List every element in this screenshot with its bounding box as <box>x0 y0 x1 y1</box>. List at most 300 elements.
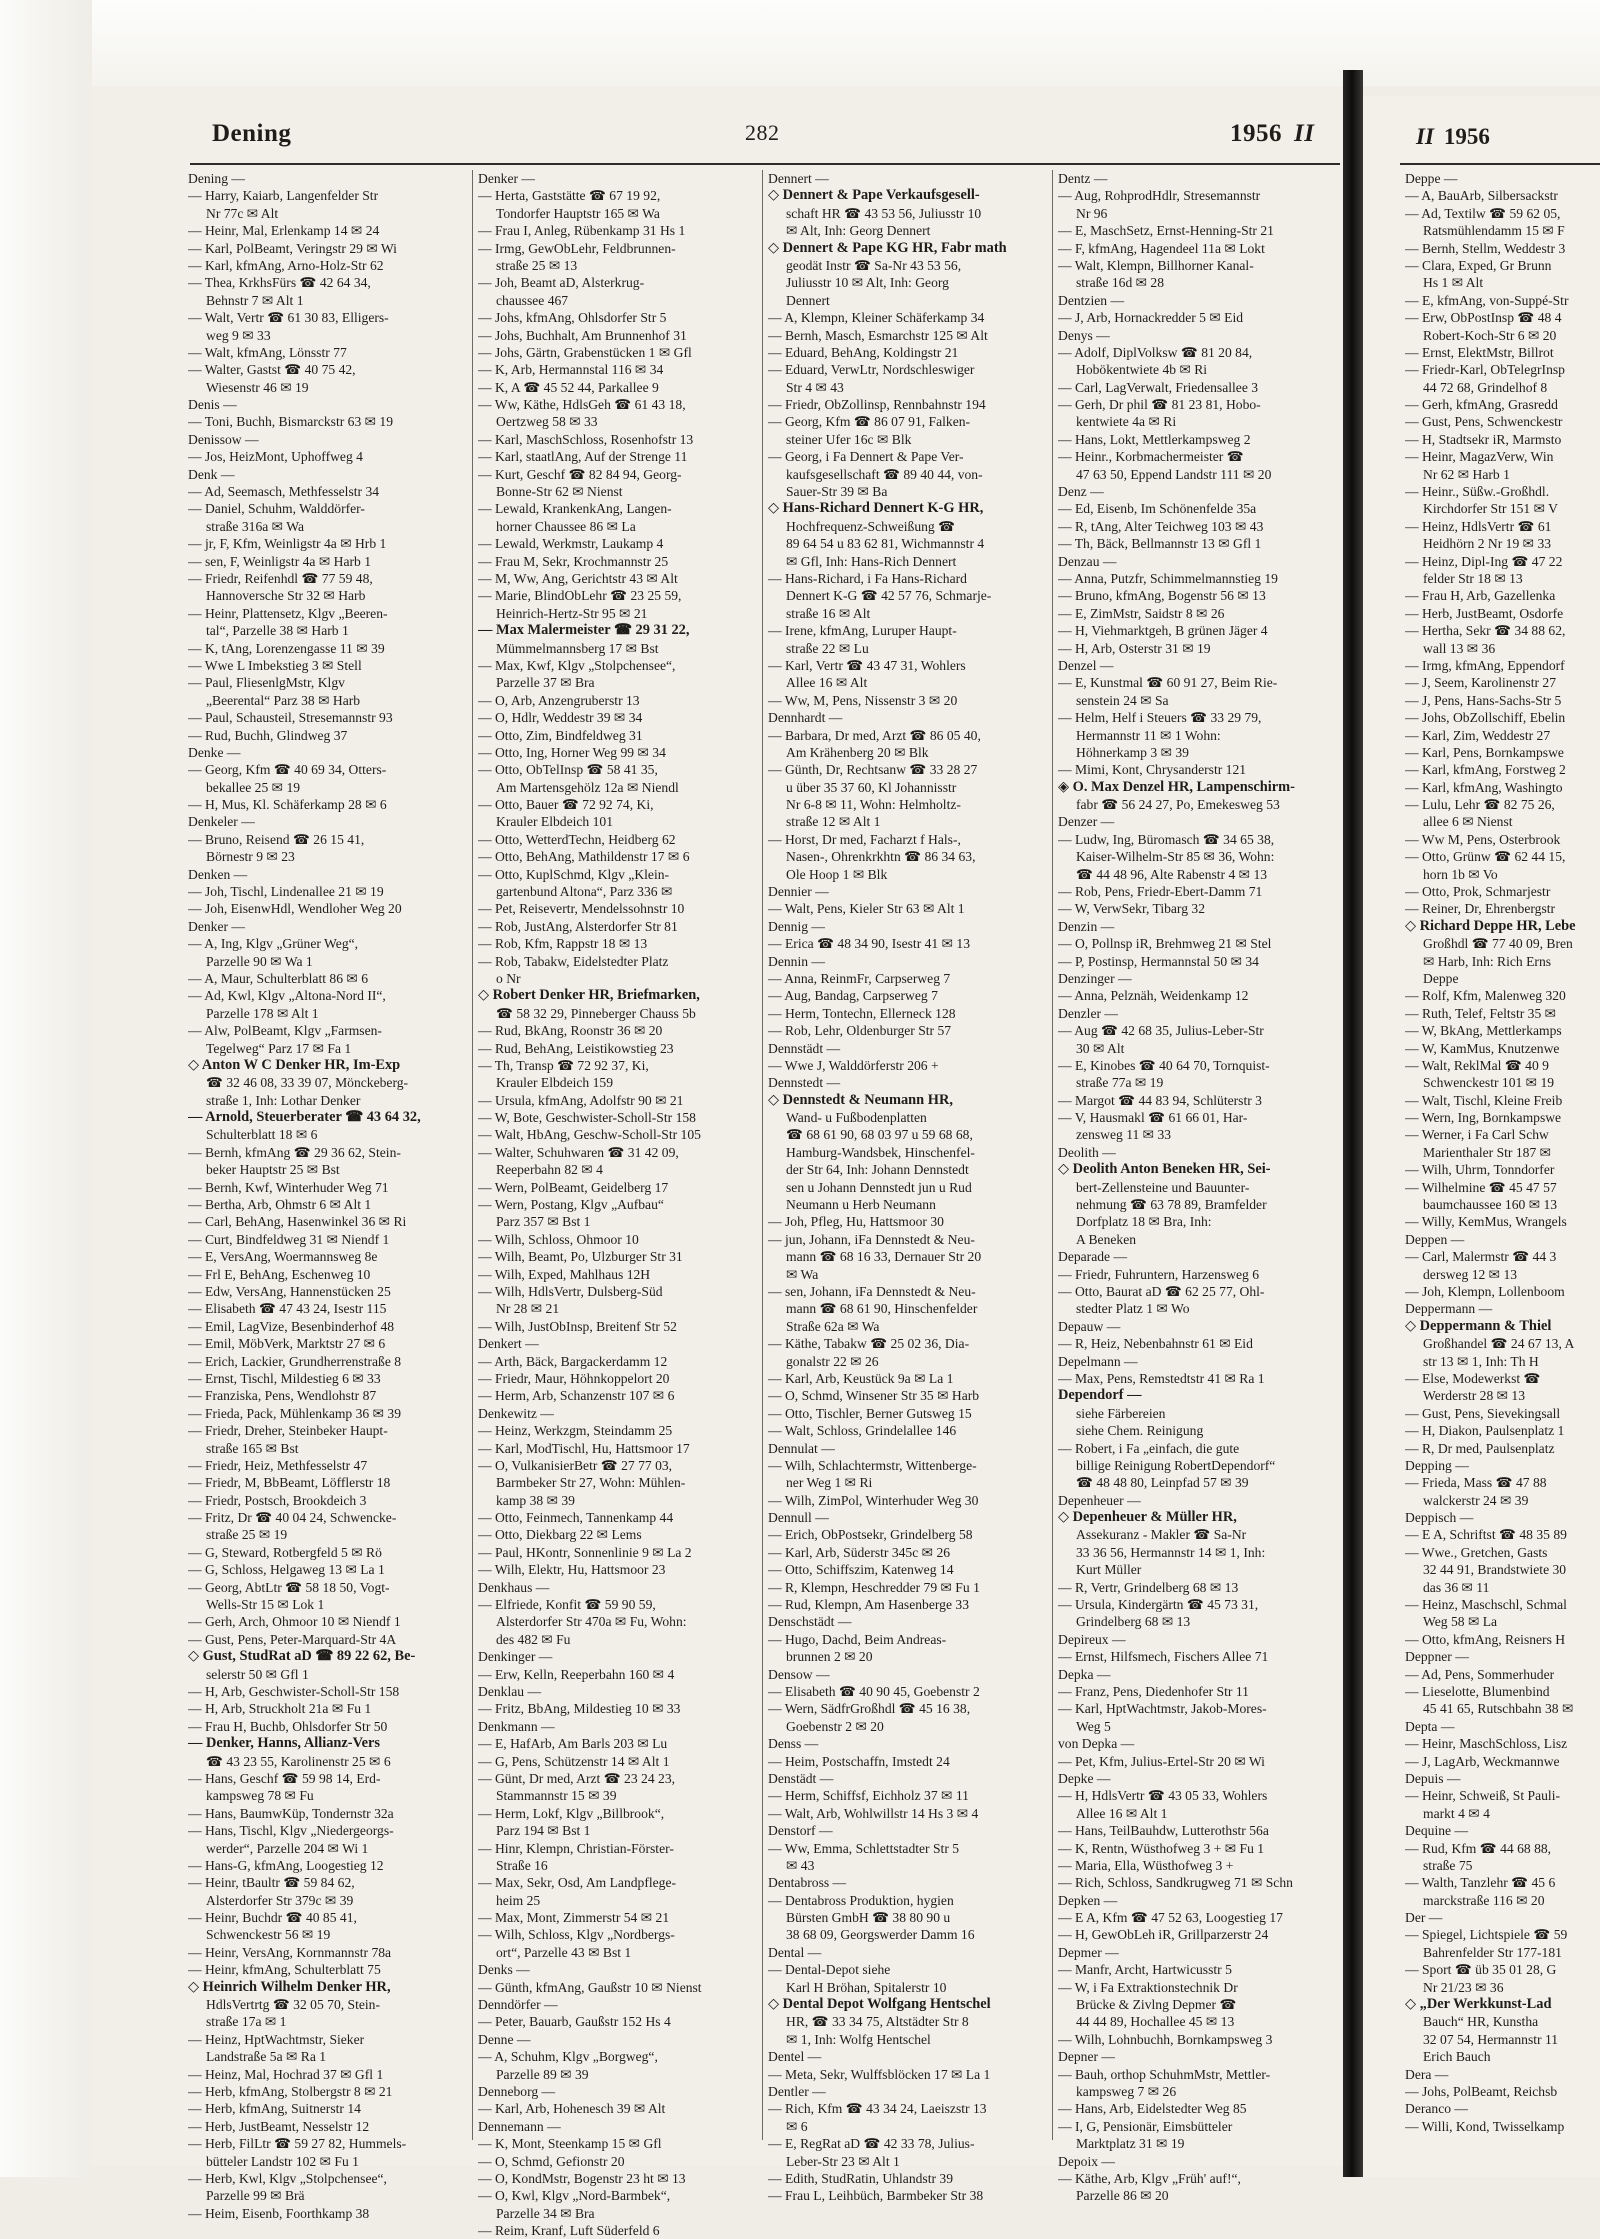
directory-line: mann ☎ 68 61 90, Hinschenfelder <box>786 1301 978 1317</box>
directory-line: — A, Ing, Klgv „Grüner Weg“, <box>188 936 359 952</box>
directory-line: — Ed, Eisenb, Im Schönenfelde 35a <box>1058 501 1257 517</box>
directory-line: — O, VulkanisierBetr ☎ 27 77 03, <box>478 1457 673 1473</box>
directory-line: — Rud, Buchh, Glindweg 37 <box>188 727 348 743</box>
directory-line: HR, ☎ 33 34 75, Altstädter Str 8 <box>786 2014 969 2030</box>
directory-line: Deppermann — <box>1405 1301 1493 1317</box>
directory-line: ◇ Depenheuer & Müller HR, <box>1058 1509 1237 1526</box>
directory-line: selerstr 50 ✉ Gfl 1 <box>206 1666 309 1682</box>
directory-line: — Frau H, Buchb, Ohlsdorfer Str 50 <box>188 1718 388 1734</box>
directory-line: Nr 96 <box>1076 205 1108 221</box>
directory-line: ✉ Alt, Inh: Georg Dennert <box>786 223 931 239</box>
directory-line: ◇ Hans-Richard Dennert K-G HR, <box>768 500 984 517</box>
directory-line: ◇ Richard Deppe HR, Lebe <box>1405 917 1576 934</box>
directory-line: — Walt, ReklMal ☎ 40 9 <box>1405 1057 1549 1073</box>
directory-line: — Wilh, Schlachtermstr, Wittenberge- <box>768 1457 977 1473</box>
directory-line: — Walt, Schloss, Grindelallee 146 <box>768 1423 957 1439</box>
directory-line: — Max, Mont, Zimmerstr 54 ✉ 21 <box>478 1910 670 1926</box>
directory-line: Nr 21/23 ✉ 36 <box>1423 1979 1504 1995</box>
directory-line: Deppe — <box>1405 171 1458 186</box>
directory-line: horner Chaussee 86 ✉ La <box>496 518 636 534</box>
directory-line: Deppisch — <box>1405 1510 1474 1526</box>
directory-line: — Adolf, DiplVolksw ☎ 81 20 84, <box>1058 344 1253 360</box>
directory-line: — Johs, Buchhalt, Am Brunnenhof 31 <box>478 327 687 343</box>
directory-line: straße 25 ✉ 13 <box>496 257 578 273</box>
directory-line: geodät Instr ☎ Sa-Nr 43 53 56, <box>786 257 962 273</box>
directory-line: — Hertha, Sekr ☎ 34 88 62, <box>1405 623 1566 639</box>
directory-line: — Erich, Lackier, Grundherrenstraße 8 <box>188 1353 402 1369</box>
directory-line: — F, kfmAng, Hagendeel 11a ✉ Lokt <box>1058 240 1265 256</box>
directory-line: HdlsVertrtg ☎ 32 05 70, Stein- <box>206 1997 381 2013</box>
directory-line: ✉ 1, Inh: Wolfg Hentschel <box>786 2031 931 2047</box>
directory-line: — W, i Fa Extraktionstechnik Dr <box>1058 1979 1238 1995</box>
directory-line: Karl H Bröhan, Spitalerstr 10 <box>786 1979 947 1995</box>
directory-line: Denissow — <box>188 431 259 447</box>
directory-line: Depoix — <box>1058 2153 1116 2169</box>
directory-line: Dennig — <box>768 918 826 934</box>
directory-line: Depka — <box>1058 1666 1111 1682</box>
directory-line: Dorfplatz 18 ✉ Bra, Inh: <box>1076 1214 1212 1230</box>
directory-line: Wand- u Fußbodenplatten <box>786 1110 927 1126</box>
directory-line: — O, Schmd, Gefionstr 20 <box>478 2153 625 2169</box>
directory-line: Weg 58 ✉ La <box>1423 1614 1498 1630</box>
directory-line: straße 17a ✉ 1 <box>206 2014 287 2030</box>
directory-line: — Wilh, ZimPol, Winterhuder Weg 30 <box>768 1492 979 1508</box>
directory-line: — Carl, BehAng, Hasenwinkel 36 ✉ Ri <box>188 1214 407 1230</box>
column-divider <box>1052 170 1053 2140</box>
directory-line: — K, Rentn, Wüsthofweg 3 + ✉ Fu 1 <box>1058 1840 1265 1856</box>
directory-line: — Wern, PolBeamt, Geidelberg 17 <box>478 1179 669 1195</box>
directory-line: — Mimi, Kont, Chrysanderstr 121 <box>1058 762 1247 778</box>
directory-line: tal“, Parzelle 38 ✉ Harb 1 <box>206 623 349 639</box>
directory-line: Deparade — <box>1058 1249 1128 1265</box>
directory-line: Dental — <box>768 1944 822 1960</box>
directory-line: Krauler Elbdeich 159 <box>496 1075 614 1091</box>
directory-line: Nr 6-8 ✉ 11, Wohn: Helmholtz- <box>786 797 961 813</box>
directory-line: Stammannstr 15 ✉ 39 <box>496 1788 617 1804</box>
directory-line: Denke — <box>188 744 241 760</box>
directory-line: — Edw, VersAng, Hannenstücken 25 <box>188 1284 391 1299</box>
directory-line: — Karl, kfmAng, Forstweg 2 <box>1405 762 1566 778</box>
directory-line: Barmbeker Str 27, Wohn: Mühlen- <box>496 1475 686 1491</box>
directory-line: — P, Postinsp, Hermannstal 50 ✉ 34 <box>1058 953 1259 969</box>
directory-line: — Karl, HptWachtmstr, Jakob-Mores- <box>1058 1701 1267 1717</box>
directory-line: — Otto, WetterdTechn, Heidberg 62 <box>478 831 676 847</box>
directory-line: — Jos, HeizMont, Uphoffweg 4 <box>188 449 363 465</box>
directory-line: — Bruno, Reisend ☎ 26 15 41, <box>188 831 365 847</box>
directory-line: — Lewald, Werkmstr, Laukamp 4 <box>478 536 664 552</box>
directory-line: Denys — <box>1058 327 1110 343</box>
directory-line: — Wwe L Imbekstieg 3 ✉ Stell <box>188 657 362 673</box>
directory-line: — Rud, BkAng, Roonstr 36 ✉ 20 <box>478 1023 663 1039</box>
directory-line: — Käthe, Arb, Klgv „Früh' auf!“, <box>1058 2170 1241 2186</box>
directory-line: — Hans, Geschf ☎ 59 98 14, Erd- <box>188 1770 381 1786</box>
directory-line: Dennulat — <box>768 1440 835 1456</box>
directory-line: — Emil, MöbVerk, Marktstr 27 ✉ 6 <box>188 1336 386 1352</box>
directory-line: — Otto, Schiffszim, Katenweg 14 <box>768 1562 954 1578</box>
directory-line: Oertzweg 58 ✉ 33 <box>496 414 598 430</box>
directory-line: — Rob, Pens, Friedr-Ebert-Damm 71 <box>1058 884 1263 900</box>
directory-line: — J, LagArb, Weckmannwe <box>1405 1753 1560 1769</box>
directory-line: — Ernst, ElektMstr, Billrot <box>1405 344 1554 360</box>
column-divider <box>762 170 763 2140</box>
directory-line: Parzelle 89 ✉ 39 <box>496 2066 589 2082</box>
directory-line: — Heinr., Süßw.-Großhdl. <box>1405 484 1550 500</box>
directory-line: — Ruth, Telef, Feltstr 35 ✉ <box>1405 1005 1557 1021</box>
directory-line: — Heinz, HptWachtmstr, Sieker <box>188 2031 365 2047</box>
directory-line: — Herb, Kwl, Klgv „Stolpchensee“, <box>188 2170 387 2186</box>
directory-line: 44 72 68, Grindelhof 8 <box>1423 379 1548 395</box>
directory-line: — Anna, ReinmFr, Carpserweg 7 <box>768 970 951 986</box>
directory-line: — Joh, Tischl, Lindenallee 21 ✉ 19 <box>188 884 384 900</box>
directory-line: Denkert — <box>478 1336 539 1352</box>
directory-line: Parz 357 ✉ Bst 1 <box>496 1214 591 1230</box>
directory-line: bert-Zellensteine und Bauunter- <box>1076 1179 1250 1195</box>
directory-line: Parzelle 178 ✉ Alt 1 <box>206 1005 319 1021</box>
directory-line: Werderstr 28 ✉ 13 <box>1423 1388 1526 1404</box>
directory-line: Denss — <box>768 1736 819 1752</box>
directory-line: — H, Mus, Kl. Schäferkamp 28 ✉ 6 <box>188 797 387 813</box>
directory-line: ✉ Wa <box>786 1266 819 1282</box>
directory-column-4 <box>1058 170 1320 2205</box>
directory-line: Denken — <box>188 866 248 882</box>
directory-line: — Joh, Beamt aD, Alsterkrug- <box>478 275 645 291</box>
directory-line: 47 63 50, Eppend Landstr 111 ✉ 20 <box>1076 466 1272 482</box>
directory-line: — Herb, kfmAng, Suitnerstr 14 <box>188 2101 361 2117</box>
directory-line: steiner Ufer 16c ✉ Blk <box>786 431 912 447</box>
directory-line: Schwenckestr 56 ✉ 19 <box>206 1927 331 1943</box>
directory-line: — Bauh, orthop SchuhmMstr, Mettler- <box>1058 2066 1271 2082</box>
directory-line: Dentel — <box>768 2049 822 2065</box>
right-header-rule <box>1400 163 1600 165</box>
directory-line: 44 44 89, Hochallee 45 ✉ 13 <box>1076 2014 1235 2030</box>
directory-line: ☎ 32 46 08, 33 39 07, Mönckeberg- <box>206 1075 409 1091</box>
directory-line: — Herm, Tontechn, Ellerneck 128 <box>768 1005 956 1021</box>
directory-line: Denstorf — <box>768 1823 833 1839</box>
directory-line: Denz — <box>1058 484 1104 500</box>
directory-line: kampsweg 7 ✉ 26 <box>1076 2083 1177 2099</box>
directory-line: baumchaussee 160 ✉ 13 <box>1423 1197 1558 1213</box>
directory-line: — Ad, Seemasch, Methfesselstr 34 <box>188 484 380 500</box>
directory-line: Am Krähenberg 20 ✉ Blk <box>786 744 929 760</box>
directory-line: — Eduard, VerwLtr, Nordschleswiger <box>768 362 975 378</box>
directory-line: Hamburg-Wandsbek, Hinschenfel- <box>786 1144 975 1160</box>
directory-line: — Walter, Gastst ☎ 40 75 42, <box>188 362 356 378</box>
directory-line: — Heinr, VersAng, Kornmannstr 78a <box>188 1944 392 1960</box>
directory-line: — Joh, Pfleg, Hu, Hattsmoor 30 <box>768 1214 944 1230</box>
directory-line: senstein 24 ✉ Sa <box>1076 692 1169 708</box>
directory-line: — Friedr, Fuhruntern, Harzensweg 6 <box>1058 1266 1260 1282</box>
directory-line: 32 44 91, Brandstwiete 30 <box>1423 1562 1567 1578</box>
directory-line: horn 1b ✉ Vo <box>1423 866 1498 882</box>
directory-line: — Willi, Kond, Twisselkamp <box>1405 2118 1565 2134</box>
directory-line: — Harry, Kaiarb, Langenfelder Str <box>188 188 379 204</box>
directory-line: — Wilh, Schloss, Ohmoor 10 <box>478 1231 639 1247</box>
directory-line: Leber-Str 23 ✉ Alt 1 <box>786 2153 900 2169</box>
directory-line: — Herm, Arb, Schanzenstr 107 ✉ 6 <box>478 1388 675 1404</box>
directory-line: — E, ZimMstr, Saidstr 8 ✉ 26 <box>1058 605 1225 621</box>
directory-line: — Günth, kfmAng, Gaußstr 10 ✉ Nienst <box>478 1979 702 1995</box>
directory-line: „Beerental“ Parz 38 ✉ Harb <box>206 692 361 708</box>
directory-line: — Otto, ObTelInsp ☎ 58 41 35, <box>478 762 658 778</box>
directory-line: — Edith, StudRatin, Uhlandstr 39 <box>768 2170 954 2186</box>
directory-line: — Toni, Buchh, Bismarckstr 63 ✉ 19 <box>188 414 394 430</box>
directory-line: — Walth, Tanzlehr ☎ 45 6 <box>1405 1875 1556 1891</box>
directory-line: felder Str 18 ✉ 13 <box>1423 570 1523 586</box>
directory-line: — Maria, Ella, Wüsthofweg 3 + <box>1058 1857 1234 1873</box>
directory-line: — Heinr, kfmAng, Schulterblatt 75 <box>188 1962 381 1978</box>
directory-line: — Herb, FilLtr ☎ 59 27 82, Hummels- <box>188 2136 407 2152</box>
directory-line: Hochfrequenz-Schweißung ☎ <box>786 518 956 534</box>
directory-line: Kurt Müller <box>1076 1562 1142 1578</box>
directory-line: bütteler Landstr 102 ✉ Fu 1 <box>206 2153 359 2169</box>
directory-line: chaussee 467 <box>496 292 569 308</box>
directory-line: — Irmg, GewObLehr, Feldbrunnen- <box>478 240 676 256</box>
directory-line: Dening — <box>188 171 246 186</box>
directory-line: — Otto, Diekbarg 22 ✉ Lems <box>478 1527 642 1543</box>
directory-line: Dennemann — <box>478 2118 561 2134</box>
page-number: 282 <box>745 120 780 145</box>
directory-line: — Karl, Arb, Keustück 9a ✉ La 1 <box>768 1370 954 1386</box>
directory-line: — J, Seem, Karolinenstr 27 <box>1405 675 1557 691</box>
directory-line: — Ww, Käthe, HdlsGeh ☎ 61 43 18, <box>478 397 686 413</box>
directory-line: Denkhaus — <box>478 1579 550 1595</box>
directory-line: Dennier — <box>768 884 829 900</box>
directory-line: — W, KamMus, Knutzenwe <box>1405 1040 1560 1056</box>
directory-line: Denkinger — <box>478 1649 553 1665</box>
directory-line: Denkeler — <box>188 814 255 830</box>
directory-line: ◇ Deolith Anton Beneken HR, Sei- <box>1058 1161 1271 1178</box>
directory-line: — W, BkAng, Mettlerkamps <box>1405 1023 1562 1039</box>
directory-line: bekallee 25 ✉ 19 <box>206 779 301 795</box>
directory-line: u über 35 37 60, Kl Johannisstr <box>786 779 957 795</box>
directory-line: Heidhörn 2 Nr 19 ✉ 33 <box>1423 536 1552 552</box>
directory-line: — Rob, Lehr, Oldenburger Str 57 <box>768 1023 952 1039</box>
directory-line: kaufsgesellschaft ☎ 89 40 44, von- <box>786 466 983 482</box>
directory-line: — Rich, Schloss, Sandkrugweg 71 ✉ Schn <box>1058 1875 1293 1891</box>
directory-line: — Reiner, Dr, Ehrenbergstr <box>1405 901 1556 917</box>
directory-line: kamp 38 ✉ 39 <box>496 1492 575 1508</box>
directory-line: ◇ Deppermann & Thiel <box>1405 1317 1552 1334</box>
directory-line: ◇ Robert Denker HR, Briefmarken, <box>478 987 700 1004</box>
directory-line: — Heinr, Mal, Erlenkamp 14 ✉ 24 <box>188 223 380 239</box>
directory-line: — Gust, Pens, Peter-Marquard-Str 4A <box>188 1631 397 1647</box>
directory-line: — Otto, Ing, Horner Weg 99 ✉ 34 <box>478 744 666 760</box>
directory-line: werder“, Parzelle 204 ✉ Wi 1 <box>206 1840 369 1856</box>
directory-line: — Ad, Kwl, Klgv „Altona-Nord II“, <box>188 988 386 1004</box>
directory-line: — Ernst, Hilfsmech, Fischers Allee 71 <box>1058 1649 1269 1665</box>
directory-line: — Pet, Reisevertr, Mendelssohnstr 10 <box>478 901 685 917</box>
directory-line: — Erich, ObPostsekr, Grindelberg 58 <box>768 1527 973 1543</box>
directory-line: — Bernh, kfmAng ☎ 29 36 62, Stein- <box>188 1144 401 1160</box>
directory-line: Dentabross — <box>768 1875 847 1891</box>
directory-line: straße 22 ✉ Lu <box>786 640 869 656</box>
directory-line: von Depka — <box>1058 1736 1135 1752</box>
directory-line: weg 9 ✉ 33 <box>206 327 271 343</box>
directory-line: Denker — <box>478 171 535 186</box>
directory-line: — Ursula, Kindergärtn ☎ 45 73 31, <box>1058 1597 1259 1613</box>
directory-line: — Otto, kfmAng, Reisners H <box>1405 1631 1566 1647</box>
directory-line: — Pet, Kfm, Julius-Ertel-Str 20 ✉ Wi <box>1058 1753 1265 1769</box>
directory-line: Deranco — <box>1405 2101 1469 2117</box>
directory-line: Hs 1 ✉ Alt <box>1423 275 1484 291</box>
directory-line: — Dentabross Produktion, hygien <box>768 1892 954 1908</box>
directory-line: Mümmelmannsberg 17 ✉ Bst <box>496 640 659 656</box>
directory-line: Depmer — <box>1058 1944 1119 1960</box>
directory-line: billige Reinigung RobertDependorf“ <box>1076 1457 1276 1473</box>
directory-line: — Bruno, kfmAng, Bogenstr 56 ✉ 13 <box>1058 588 1266 604</box>
directory-line: siehe Färbereien <box>1076 1405 1166 1421</box>
directory-line: brunnen 2 ✉ 20 <box>786 1649 873 1665</box>
directory-line: — R, Dr med, Paulsenplatz <box>1405 1440 1555 1456</box>
directory-line: — Ad, Pens, Sommerhuder <box>1405 1666 1555 1682</box>
directory-line: — Otto, Prok, Schmarjestr <box>1405 884 1551 900</box>
directory-line: Deolith — <box>1058 1144 1116 1160</box>
directory-line: — Ww, Emma, Schlettstadter Str 5 <box>768 1840 960 1856</box>
directory-line: — Friedr, Dreher, Steinbeker Haupt- <box>188 1423 388 1439</box>
directory-line: — Carl, Malermstr ☎ 44 3 <box>1405 1249 1557 1265</box>
directory-line: — H, Arb, Struckholt 21a ✉ Fu 1 <box>188 1701 372 1717</box>
directory-line: — Irmg, kfmAng, Eppendorf <box>1405 657 1565 673</box>
directory-line: — H, Arb, Geschwister-Scholl-Str 158 <box>188 1683 400 1699</box>
directory-line: — W, VerwSekr, Tibarg 32 <box>1058 901 1205 917</box>
directory-line: — Emil, LagVize, Besenbinderhof 48 <box>188 1318 395 1334</box>
directory-line: Alsterdorfer Str 379c ✉ 39 <box>206 1892 354 1908</box>
directory-line: Heinrich-Hertz-Str 95 ✉ 21 <box>496 605 648 621</box>
directory-line: Dentzien — <box>1058 292 1125 308</box>
directory-line: — I, G, Pensionär, Eimsbütteler <box>1058 2118 1233 2134</box>
directory-line: — Hans-G, kfmAng, Loogestieg 12 <box>188 1857 384 1873</box>
directory-line: — Otto, Feinmech, Tannenkamp 44 <box>478 1510 674 1526</box>
directory-line: — K, Arb, Hermannstal 116 ✉ 34 <box>478 362 664 378</box>
directory-line: — E A, Schriftst ☎ 48 35 89 <box>1405 1527 1567 1543</box>
directory-line: — Heinr, Buchdr ☎ 40 85 41, <box>188 1910 357 1926</box>
directory-line: — K, tAng, Lorenzengasse 11 ✉ 39 <box>188 640 385 656</box>
directory-line: walckerstr 24 ✉ 39 <box>1423 1492 1529 1508</box>
directory-line: — Friedr, Maur, Höhnkoppelort 20 <box>478 1370 670 1386</box>
directory-line: Denzer — <box>1058 814 1115 830</box>
directory-line: Großhandel ☎ 24 67 13, A <box>1423 1336 1575 1352</box>
directory-line: — Friedr, Postsch, Brookdeich 3 <box>188 1492 367 1508</box>
directory-line: — Wilh, Exped, Mahlhaus 12H <box>478 1266 651 1282</box>
directory-line: — Käthe, Tabakw ☎ 25 02 36, Dia- <box>768 1336 970 1352</box>
directory-line: — Walter, Schuhwaren ☎ 31 42 09, <box>478 1144 679 1160</box>
directory-line: — Heinz, Maschschl, Schmal <box>1405 1597 1567 1613</box>
directory-line: Denis — <box>188 397 237 413</box>
directory-line: Str 4 ✉ 43 <box>786 379 844 395</box>
directory-line: der Str 64, Inh: Johann Dennstedt <box>786 1162 969 1178</box>
directory-line: — Lieselotte, Blumenbind <box>1405 1683 1550 1699</box>
directory-line: — Friedr, Heiz, Methfesselstr 47 <box>188 1457 368 1473</box>
directory-line: straße 16d ✉ 28 <box>1076 275 1165 291</box>
directory-line: — M, Ww, Ang, Gerichtstr 43 ✉ Alt <box>478 570 678 586</box>
directory-line: — Lewald, KrankenkAng, Langen- <box>478 501 672 517</box>
book-gutter <box>1343 70 1363 2177</box>
directory-line: — Meta, Sekr, Wulffsblöcken 17 ✉ La 1 <box>768 2066 991 2082</box>
directory-line: Depner — <box>1058 2049 1115 2065</box>
directory-line: — Eduard, BehAng, Koldingstr 21 <box>768 344 959 360</box>
directory-line: — Bernh, Kwf, Winterhuder Weg 71 <box>188 1179 389 1195</box>
directory-line: — G, Schloss, Helgaweg 13 ✉ La 1 <box>188 1562 385 1578</box>
directory-line: Denzinger — <box>1058 970 1132 986</box>
directory-line: Dennin — <box>768 953 826 969</box>
directory-line: — Ernst, Tischl, Mildestieg 6 ✉ 33 <box>188 1370 381 1386</box>
directory-line: Der — <box>1405 1910 1443 1926</box>
directory-line: — Hinr, Klempn, Christian-Förster- <box>478 1840 674 1856</box>
directory-line: — O, Hdlr, Weddestr 39 ✉ 34 <box>478 710 643 726</box>
directory-line: ✉ Harb, Inh: Rich Erns <box>1423 953 1552 969</box>
directory-line: — K, A ☎ 45 52 44, Parkallee 9 <box>478 379 659 395</box>
directory-line: — Frau H, Arb, Gazellenka <box>1405 588 1556 604</box>
directory-line: A Beneken <box>1076 1231 1137 1247</box>
directory-line: — A, Maur, Schulterblatt 86 ✉ 6 <box>188 970 368 986</box>
directory-line: — Bernh, Stellm, Weddestr 3 <box>1405 240 1566 256</box>
directory-line: Denkewitz — <box>478 1405 554 1421</box>
directory-line: — Anna, Putzfr, Schimmelmannstieg 19 <box>1058 570 1278 586</box>
directory-line: — Walt, Tischl, Kleine Freib <box>1405 1092 1563 1108</box>
directory-line: — Max, Pens, Remstedtstr 41 ✉ Ra 1 <box>1058 1370 1265 1386</box>
directory-line: — Horst, Dr med, Facharzt f Hals-, <box>768 831 961 847</box>
directory-line: stedter Platz 1 ✉ Wo <box>1076 1301 1190 1317</box>
directory-line: — Günt, Dr med, Arzt ☎ 23 24 23, <box>478 1770 676 1786</box>
directory-line: Nr 62 ✉ Harb 1 <box>1423 466 1510 482</box>
directory-line: — A, BauArb, Silbersackstr <box>1405 188 1558 204</box>
directory-line: — R, tAng, Alter Teichweg 103 ✉ 43 <box>1058 518 1264 534</box>
directory-line: — Irene, kfmAng, Luruper Haupt- <box>768 623 957 639</box>
directory-line: — Rud, BehAng, Leistikowstieg 23 <box>478 1040 674 1056</box>
directory-line: Denndörfer — <box>478 1997 558 2013</box>
directory-line: beker Hauptstr 25 ✉ Bst <box>206 1162 340 1178</box>
directory-line: Hannoversche Str 32 ✉ Harb <box>206 588 366 604</box>
directory-line: straße 25 ✉ 19 <box>206 1527 288 1543</box>
directory-line: — Curt, Bindfeldweg 31 ✉ Niendf 1 <box>188 1231 390 1247</box>
directory-line: — Frau L, Leihbüch, Barmbeker Str 38 <box>768 2188 984 2204</box>
directory-line: Krauler Elbdeich 101 <box>496 814 614 830</box>
directory-line: — Paul, Schausteil, Stresemannstr 93 <box>188 710 393 726</box>
directory-line: ◇ „Der Werkkunst-Lad <box>1405 1996 1552 2013</box>
directory-line: Denkmann — <box>478 1718 555 1734</box>
directory-line: — Lulu, Lehr ☎ 82 75 26, <box>1405 797 1555 813</box>
directory-line: — Heinr., Korbmachermeister ☎ <box>1058 449 1244 465</box>
directory-line: — Herb, JustBeamt, Osdorfe <box>1405 605 1564 621</box>
directory-line: — Else, Modewerkst ☎ <box>1405 1370 1541 1386</box>
directory-line: — Georg, AbtLtr ☎ 58 18 50, Vogt- <box>188 1579 390 1595</box>
directory-line: kentwiete 4a ✉ Ri <box>1076 414 1177 430</box>
directory-line: — H, Viehmarktgeh, B grünen Jäger 4 <box>1058 623 1268 639</box>
directory-line: — Wilh, Beamt, Po, Ulzburger Str 31 <box>478 1249 683 1265</box>
directory-line: — Herb, kfmAng, Stolbergstr 8 ✉ 21 <box>188 2083 393 2099</box>
directory-line: — Wern, SädfrGroßhdl ☎ 45 16 38, <box>768 1701 971 1717</box>
directory-line: Marktplatz 31 ✉ 19 <box>1076 2136 1185 2152</box>
directory-line: Allee 16 ✉ Alt 1 <box>1076 1805 1168 1821</box>
directory-line: — Heinz, Werkzgm, Steindamm 25 <box>478 1423 673 1439</box>
directory-line: 89 64 54 u 83 62 81, Wichmannstr 4 <box>786 536 985 552</box>
directory-line: — Walt, kfmAng, Lönsstr 77 <box>188 344 347 360</box>
right-header-year: 1956 <box>1443 124 1490 149</box>
directory-line: — Karl, Vertr ☎ 43 47 31, Wohlers <box>768 657 966 673</box>
directory-column-3 <box>768 170 1030 2205</box>
directory-line: — Hugo, Dachd, Beim Andreas- <box>768 1631 947 1647</box>
directory-line: ◇ Gust, StudRat aD ☎ 89 22 62, Be- <box>188 1648 416 1665</box>
directory-line: — Helm, Helf i Steuers ☎ 33 29 79, <box>1058 710 1262 726</box>
directory-line: — Reim, Kranf, Luft Süderfeld 6 <box>478 2223 660 2239</box>
directory-line: — H, HdlsVertr ☎ 43 05 33, Wohlers <box>1058 1788 1268 1804</box>
directory-line: Dera — <box>1405 2066 1449 2082</box>
directory-line: Depta — <box>1405 1718 1455 1734</box>
directory-line: ◇ Anton W C Denker HR, Im-Exp <box>188 1056 401 1073</box>
directory-line: Dennull — <box>768 1510 829 1526</box>
directory-line: — E, RegRat aD ☎ 42 33 78, Julius- <box>768 2136 975 2152</box>
directory-line: ✉ 6 <box>786 2118 808 2134</box>
